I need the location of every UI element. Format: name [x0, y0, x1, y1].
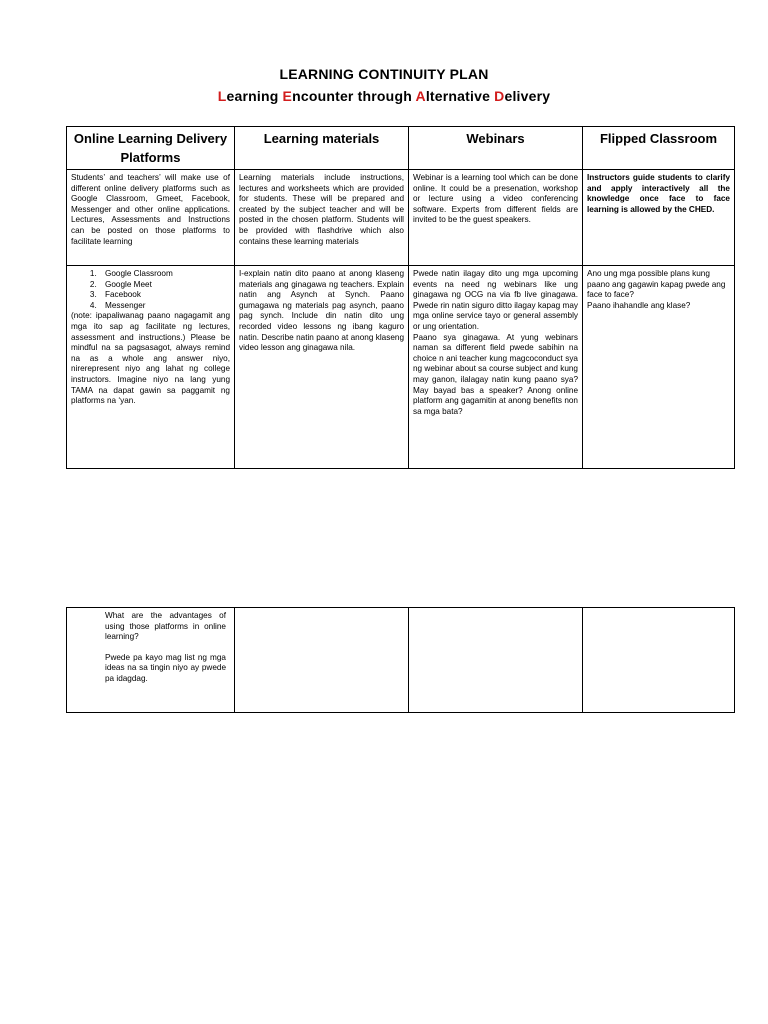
cell-advantages-question — [67, 608, 235, 713]
cell-webinars-notes — [409, 266, 583, 469]
cell-webinars-definition: Webinar is a learning tool which can be done online. It could be a presenation, workshop or lecture using a video conferencing software. Experts from different fields are invited to be the guest speakers. — [409, 170, 583, 266]
subtitle-initial-l: L — [217, 88, 227, 104]
subtitle-initial-d: D — [494, 88, 505, 104]
advantages-note: Pwede pa kayo mag list ng mga ideas na sa tingin niyo ay pwede pa idagdag. — [105, 652, 226, 683]
empty-cell — [583, 608, 735, 713]
advantages-table — [66, 607, 735, 713]
flipped-note-1: Ano ung mga possible plans kung paano ang gagawin kapag pwede ang face to face? — [587, 269, 726, 300]
cell-materials-definition: Learning materials include instructions, lectures and worksheets which are provided for students. These will be prepared and created by the subject teacher and will be posted in the chosen platform. Students will be provided with flashdrive which also contains these learning materials — [235, 170, 409, 266]
header-flipped-classroom: Flipped Classroom — [583, 127, 735, 170]
plan-table — [66, 126, 735, 469]
spacer — [105, 643, 226, 653]
subtitle-word-rest: ncounter through — [292, 88, 416, 104]
document-subtitle — [0, 88, 768, 104]
header-webinars: Webinars — [409, 127, 583, 170]
subtitle-initial-e: E — [282, 88, 293, 104]
subtitle-word-rest: earning — [226, 88, 283, 104]
cell-platforms-notes — [67, 266, 235, 469]
document-title: LEARNING CONTINUITY PLAN — [279, 66, 489, 82]
subtitle-word-rest: elivery — [504, 88, 551, 104]
table-header-row — [67, 127, 735, 170]
platform-list — [71, 269, 230, 311]
cell-platforms-definition: Students’ and teachers’ will make use of different online delivery platforms such as Google Classroom, Gmeet, Facebook, Messenger and other online applications. Lectures, Assessments and Instructions can be posted on those platforms to facilitate learning — [67, 170, 235, 266]
advantages-block — [71, 611, 230, 685]
advantages-question: What are the advantages of using those platforms in online learning? — [105, 611, 226, 642]
cell-flipped-notes — [583, 266, 735, 469]
webinars-note-1: Pwede natin ilagay dito ung mga upcoming events na need ng webinars like ung ginagawa ng OCG na via fb live ginagawa. Pwede rin natin siguro ditto ilagay kapag may mga online service tayo or general assembly or ung orientation. — [413, 269, 578, 331]
subtitle-initial-a: A — [415, 88, 426, 104]
list-item: 1. Google Classroom — [99, 269, 230, 280]
list-item: 4. Messenger — [99, 301, 230, 312]
table-row — [67, 608, 735, 713]
list-item: 2. Google Meet — [99, 280, 230, 291]
platform-note: (note: ipapaliwanag paano nagagamit ang mga ito sap ag facilitate ng lectures, assessment and instructions.) Please be mindful na sa pagsasagot, always remind na as a whole ang answer niyo, nirerepresent niyo ang lahat ng college instructors. Imagine niyo na lang yung TAMA na dapat gawin sa paggamit ng platforms na ‘yan. — [71, 311, 230, 406]
cell-materials-notes: I-explain natin dito paano at anong klaseng materials ang ginagawa ng teachers. Explain natin ang Asynch at Synch. Paano gumagawa ng materials pag asynch, paano pag synch. Include din natin dito ung recorded video lessons ng ibang kaguro natin. Describe natin paano at anong klaseng video lesson ang ginagawa nila. — [235, 266, 409, 469]
subtitle-word-rest: lternative — [425, 88, 495, 104]
cell-flipped-definition: Instructors guide students to clarify and apply interactively all the knowledge once face to face learning is allowed by the CHED. — [583, 170, 735, 266]
header-learning-materials: Learning materials — [235, 127, 409, 170]
table-row-notes — [67, 266, 735, 469]
empty-cell — [235, 608, 409, 713]
list-item: 3. Facebook — [99, 290, 230, 301]
webinars-note-2: Paano sya ginagawa. At yung webinars naman sa different field pwede sabihin na choice n ani teacher kung magcoconduct sya ng webinar about sa course subject and kung may ganon, ilalagay natin kung paano sya? May bayad bas a speaker? Anong online platform ang gagamitin at anong benefits non sa mga bata? — [413, 332, 578, 416]
table-row-definitions — [67, 170, 735, 266]
flipped-note-2: Paano ihahandle ang klase? — [587, 300, 691, 310]
header-online-platforms: Online Learning Delivery Platforms — [67, 127, 235, 170]
empty-cell — [409, 608, 583, 713]
